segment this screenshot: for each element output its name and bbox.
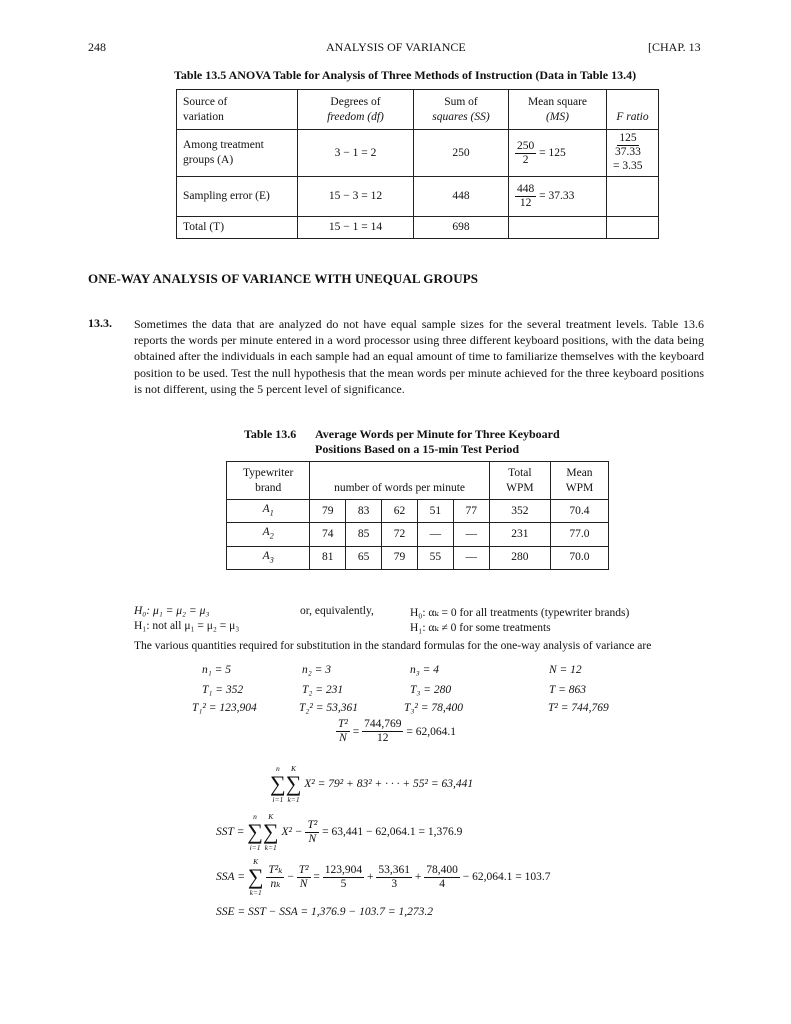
sst-formula: SST = n ∑ i=1 K ∑ k=1 X² − $\frac{\text{T²}}{N}$ = 63,441 − 62,064.1 = 1,376.9: [216, 812, 463, 852]
row-error-df: 15 − 3 = 12: [298, 177, 414, 217]
ssa-formula: SSA = K ∑ k=1 $\frac{\text{T²ₖ}}{\text{nₖ}}$ − $\frac{\text{T²}}{N}$ = $\frac{123,904}{5}$ + $\frac{53,361}{3}$ + $\frac{78,400}{4}$ − 62,064.1 = 103.7: [216, 857, 551, 897]
cell-mean: 70.0: [550, 546, 608, 569]
sse-formula: SSE = SST − SSA = 1,376.9 − 103.7 = 1,273.2: [216, 906, 433, 918]
head-words: number of words per minute: [310, 462, 489, 500]
cell: 55: [417, 546, 453, 569]
cell: —: [453, 523, 489, 546]
t1: T₁ = 352: [202, 684, 244, 696]
row-label: $A_3$: [227, 546, 310, 569]
header-f: F ratio: [607, 90, 659, 130]
t1-squared: T₁² = 123,904: [192, 702, 257, 714]
row-among-df: 3 − 1 = 2: [298, 130, 414, 177]
t-squared: T² = 744,769: [548, 702, 609, 714]
chapter-label: [CHAP. 13: [648, 40, 701, 54]
t3-squared: T₃² = 78,400: [404, 702, 463, 714]
problem-number: 13.3.: [88, 316, 112, 330]
h0-left: H₀: μ₁ = μ₂ = μ₃: [134, 605, 210, 617]
row-among-ms: $\frac{250}{2}$ = 125: [509, 130, 607, 177]
cell: 72: [382, 523, 418, 546]
row-total-df: 15 − 1 = 14: [298, 217, 414, 239]
cell-mean: 77.0: [550, 523, 608, 546]
h1-right: H₁: αₖ ≠ 0 for some treatments: [410, 622, 551, 634]
t2-squared: T₂² = 53,361: [299, 702, 358, 714]
row-error-ms: $\frac{448}{12}$ = 37.33: [509, 177, 607, 217]
row-total-ms: [509, 217, 607, 239]
section-heading: ONE-WAY ANALYSIS OF VARIANCE WITH UNEQUAL GROUPS: [88, 271, 479, 286]
table-13-5-caption: Table 13.5 ANOVA Table for Analysis of Three Methods of Instruction (Data in Table 13.4): [174, 68, 637, 82]
h1-left: H₁: not all μ₁ = μ₂ = μ₃: [134, 620, 240, 632]
sum-x-squared: n ∑ i=1 K ∑ k=1 X² = 79² + 83² + · · · + 55² = 63,441: [270, 764, 474, 804]
row-among-ss: 250: [414, 130, 509, 177]
grand-ratio: $\frac{\text{T²}}{N}$ = $\frac{744,769}{12}$ = 62,064.1: [338, 718, 456, 744]
cell: —: [453, 546, 489, 569]
cell: 85: [346, 523, 382, 546]
table-row: [227, 500, 609, 523]
cell: 62: [382, 500, 418, 523]
row-error-f: [607, 177, 659, 217]
cell-total: 352: [489, 500, 550, 523]
row-error-source: Sampling error (E): [177, 177, 298, 217]
header-df: Degrees of freedom (df): [298, 90, 414, 130]
row-among-source: Among treatment groups (A): [177, 130, 298, 177]
header-ss: Sum of squares (SS): [414, 90, 509, 130]
table-row: [227, 523, 609, 546]
cell-total: 280: [489, 546, 550, 569]
cell: 81: [310, 546, 346, 569]
table-13-6-label: Table 13.6: [244, 427, 297, 441]
anova-table-13-5: [176, 89, 659, 239]
t-total: T = 863: [549, 684, 586, 696]
or-equivalently: or, equivalently,: [300, 605, 374, 617]
cell: 79: [310, 500, 346, 523]
header-source: Source of variation: [177, 90, 298, 130]
row-total-source: Total (T): [177, 217, 298, 239]
n1: n₁ = 5: [202, 664, 232, 676]
head-mean: Mean WPM: [550, 462, 608, 500]
cell-total: 231: [489, 523, 550, 546]
cell: 83: [346, 500, 382, 523]
wpm-table-13-6: [226, 461, 609, 570]
head-total: Total WPM: [489, 462, 550, 500]
intro-text: The various quantities required for substitution in the standard formulas for the one-way analysis of variance are: [134, 640, 652, 652]
row-total-f: [607, 217, 659, 239]
cell: 74: [310, 523, 346, 546]
row-total-ss: 698: [414, 217, 509, 239]
cell: 65: [346, 546, 382, 569]
cell: —: [417, 523, 453, 546]
row-error-ss: 448: [414, 177, 509, 217]
t3: T₃ = 280: [410, 684, 452, 696]
n-total: N = 12: [549, 664, 582, 676]
row-among-f: $\frac{125}{37.33}$ = 3.35: [607, 130, 659, 177]
running-title: ANALYSIS OF VARIANCE: [326, 40, 466, 54]
header-ms: Mean square (MS): [509, 90, 607, 130]
problem-text: Sometimes the data that are analyzed do not have equal sample sizes for the several treatment levels. Table 13.6 reports the words per minute entered in a word processor using three different keyboard positions, with the data being obtained after the individuals in each sample had an equal amount of time to familiarize themselves with the keyboard position to be used. Test the null hypothesis that the mean words per minute achieved for the three keyboard positions is not different, using the 5 percent level of significance.: [134, 317, 704, 396]
cell: 51: [417, 500, 453, 523]
cell-mean: 70.4: [550, 500, 608, 523]
cell: 79: [382, 546, 418, 569]
n3: n₃ = 4: [410, 664, 440, 676]
t2: T₂ = 231: [302, 684, 344, 696]
head-brand: Typewriter brand: [227, 462, 310, 500]
h0-right: H₀: αₖ = 0 for all treatments (typewriter brands): [410, 607, 630, 619]
table-13-6-caption-line2: Positions Based on a 15-min Test Period: [315, 442, 520, 456]
cell: 77: [453, 500, 489, 523]
n2: n₂ = 3: [302, 664, 332, 676]
table-13-6-caption-line1: Average Words per Minute for Three Keyboard: [315, 427, 560, 441]
table-row: [227, 546, 609, 569]
row-label: $A_2$: [227, 523, 310, 546]
row-label: $A_1$: [227, 500, 310, 523]
page-number: 248: [88, 40, 106, 54]
